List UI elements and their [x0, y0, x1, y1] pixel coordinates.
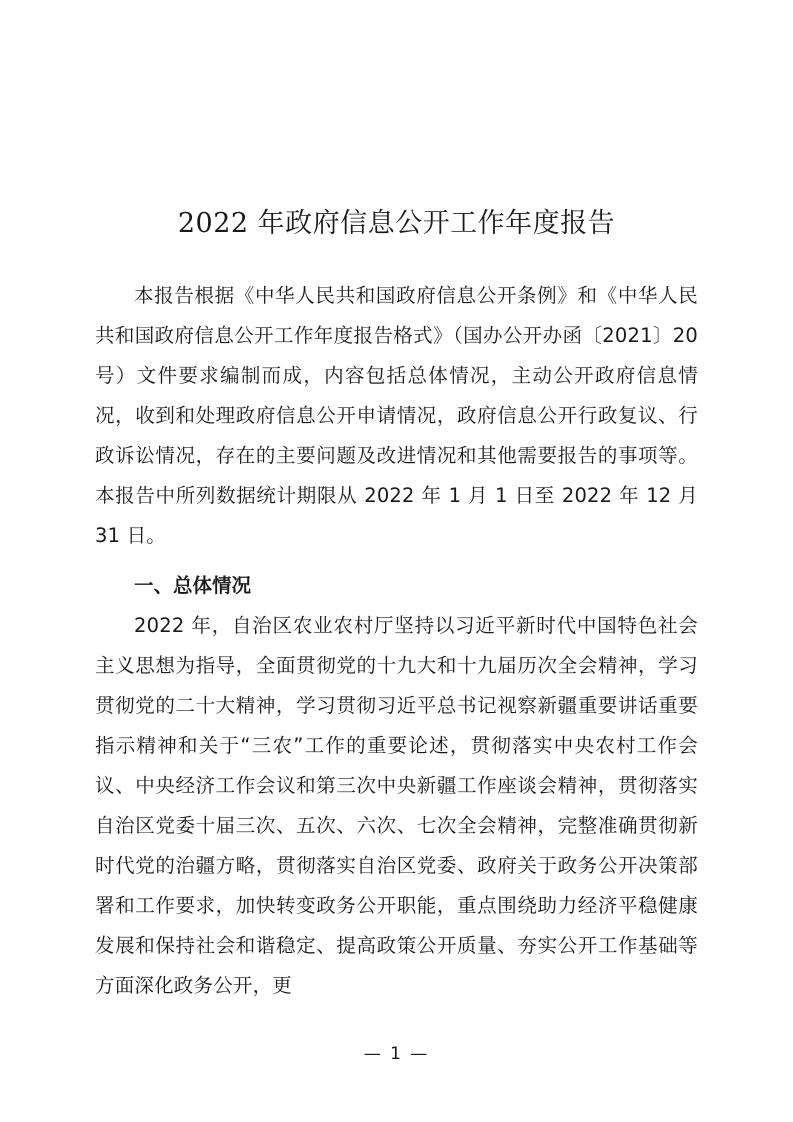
- section-heading-overview: 一、总体情况: [134, 573, 252, 597]
- section-paragraph-overview: 2022 年，自治区农业农村厅坚持以习近平新时代中国特色社会主义思想为指导，全面贯彻党的十九大和十九届历次全会精神，学习贯彻党的二十大精神，学习贯彻习近平总书记视察新疆重要讲话重要指示精神和关于“三农”工作的重要论述，贯彻落实中央农村工作会议、中央经济工作会议和第三次中央新疆工作座谈会精神，贯彻落实自治区党委十届三次、五次、六次、七次全会精神，完整准确贯彻新时代党的治疆方略，贯彻落实自治区党委、政府关于政务公开决策部署和工作要求，加快转变政务公开职能，重点围绕助力经济平稳健康发展和保持社会和谐稳定、提高政策公开质量、夯实公开工作基础等方面深化政务公开，更: [95, 613, 698, 997]
- page-title: 2022 年政府信息公开工作年度报告: [177, 208, 616, 239]
- intro-paragraph: 本报告根据《中华人民共和国政府信息公开条例》和《中华人民共和国政府信息公开工作年度报告格式》（国办公开办函〔2021〕20 号）文件要求编制而成，内容包括总体情况，主动公开政府信息情况，收到和处理政府信息公开申请情况，政府信息公开行政复议、行政诉讼情况，存在的主要问题及改进情况和其他需要报告的事项等。本报告中所列数据统计期限从 2022 年 1 月 1 日至 2022 年 12 月 31 日。: [95, 283, 698, 547]
- page-number: — 1 —: [363, 1044, 430, 1064]
